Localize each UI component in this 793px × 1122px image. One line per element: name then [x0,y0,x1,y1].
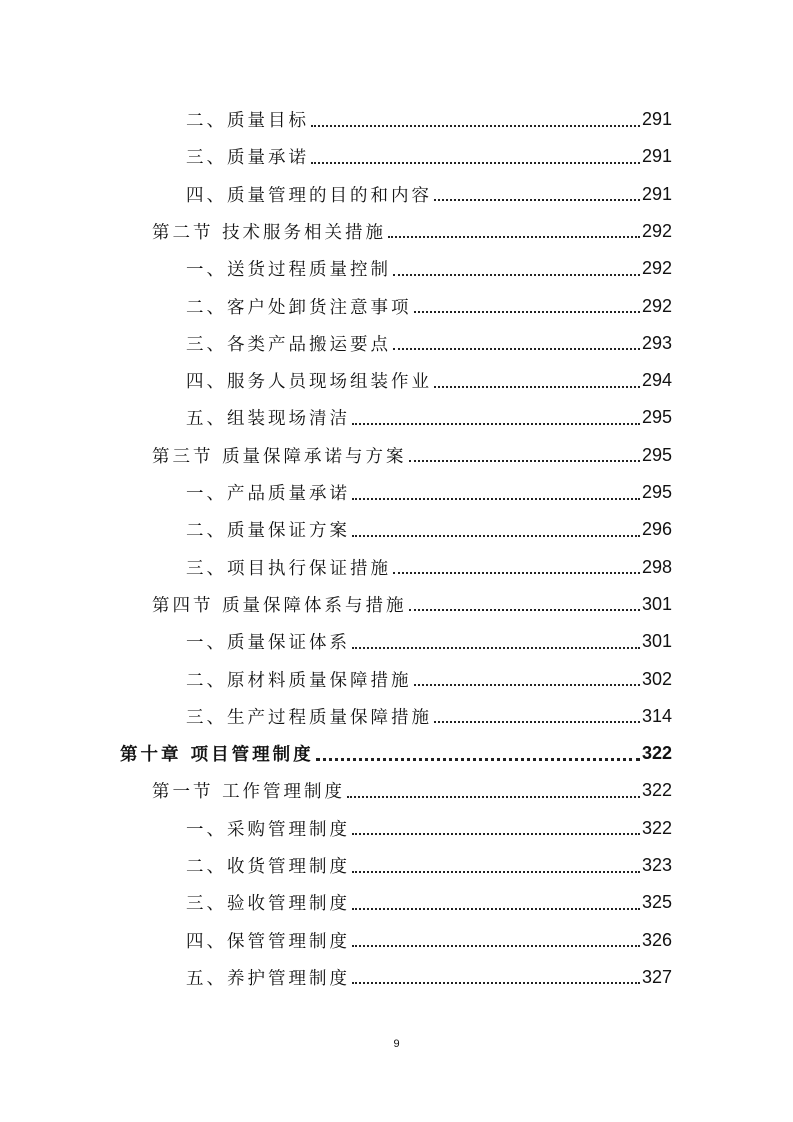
toc-entry-page: 291 [641,146,672,167]
toc-subsection-entry[interactable] [186,511,672,548]
toc-entry-page: 314 [641,705,672,726]
toc-entry-title: 第二节 技术服务相关措施 [152,222,387,243]
toc-entry-page: 322 [641,743,672,764]
toc-subsection-entry[interactable] [186,399,672,436]
dot-leader [393,259,640,279]
toc-entry-page: 296 [641,519,672,540]
toc-subsection-entry[interactable] [186,176,672,213]
toc-entry-page: 292 [641,220,672,241]
toc-entry-page: 295 [641,407,672,428]
toc-subsection-entry[interactable] [186,884,672,921]
toc-subsection-entry[interactable] [186,250,672,287]
toc-entry-page: 301 [641,593,672,614]
toc-subsection-entry[interactable] [186,698,672,735]
toc-entry-title: 第一节 工作管理制度 [152,782,346,803]
toc-subsection-entry[interactable] [186,847,672,884]
toc-entry-page: 322 [641,780,672,801]
toc-entry-title: 四、保管管理制度 [186,931,350,952]
dot-leader [393,557,640,577]
dot-leader [352,818,640,838]
toc-section-entry[interactable] [152,772,672,809]
toc-entry-title: 一、送货过程质量控制 [186,260,391,281]
dot-leader [352,930,640,950]
toc-section-entry[interactable] [152,437,672,474]
toc-entry-page: 295 [641,482,672,502]
dot-leader [434,184,640,204]
toc-entry-title: 第四节 质量保障体系与措施 [152,595,407,616]
toc-entry-title: 二、原材料质量保障措施 [186,670,412,691]
toc-subsection-entry[interactable] [186,959,672,996]
toc-entry-page: 322 [641,817,672,838]
toc-entry-page: 302 [641,668,672,689]
toc-subsection-entry[interactable] [186,101,672,138]
dot-leader [311,110,640,130]
dot-leader [414,669,640,689]
dot-leader [393,333,640,353]
toc-subsection-entry[interactable] [186,474,672,511]
toc-entry-title: 四、服务人员现场组装作业 [186,372,432,393]
toc-entry-page: 294 [641,370,672,391]
toc-entry-title: 三、项目执行保证措施 [186,558,391,579]
toc-entry-page: 326 [641,929,672,950]
toc-subsection-entry[interactable] [186,623,672,660]
toc-entry-page: 293 [641,332,672,353]
toc-entry-title: 二、质量保证方案 [186,521,350,542]
dot-leader [347,781,640,801]
toc-entry-page: 291 [641,109,672,129]
toc-entry-page: 295 [641,444,672,465]
dot-leader [434,706,640,726]
dot-leader [352,967,640,987]
toc-subsection-entry[interactable] [186,810,672,847]
toc-section-entry[interactable] [152,586,672,623]
toc-entry-title: 一、产品质量承诺 [186,484,350,504]
toc-entry-page: 301 [641,631,672,652]
dot-leader [388,221,640,241]
toc-entry-title: 四、质量管理的目的和内容 [186,185,432,206]
dot-leader [414,296,640,316]
toc-entry-page: 298 [641,556,672,577]
toc-section-entry[interactable] [152,213,672,250]
dot-leader [352,408,640,428]
toc-entry-title: 二、收货管理制度 [186,857,350,877]
dot-leader [409,594,640,614]
toc-entry-title: 二、质量目标 [186,111,309,131]
toc-entry-title: 五、养护管理制度 [186,968,350,989]
toc-entry-page: 292 [641,258,672,279]
toc-subsection-entry[interactable] [186,549,672,586]
toc-subsection-entry[interactable] [186,138,672,175]
dot-leader [311,147,640,167]
toc-subsection-entry[interactable] [186,661,672,698]
toc-subsection-entry[interactable] [186,362,672,399]
dot-leader [434,371,640,391]
toc-entry-page: 325 [641,892,672,913]
dot-leader [352,520,640,540]
toc-entry-title: 三、生产过程质量保障措施 [186,707,432,728]
toc-entry-title: 三、质量承诺 [186,148,309,169]
toc-entry-title: 二、客户处卸货注意事项 [186,297,412,318]
toc-entry-title: 第十章 项目管理制度 [120,745,314,766]
dot-leader [409,445,640,465]
toc-entry-page: 291 [641,183,672,204]
toc-entry-title: 五、组装现场清洁 [186,409,350,430]
toc-chapter-entry[interactable] [120,735,672,772]
toc-entry-page: 323 [641,855,672,875]
dot-leader [352,893,640,913]
toc-subsection-entry[interactable] [186,288,672,325]
toc-entry-page: 292 [641,295,672,316]
dot-leader [316,744,640,764]
toc-entry-title: 第三节 质量保障承诺与方案 [152,446,407,467]
toc-entry-title: 一、质量保证体系 [186,633,350,654]
toc-entry-title: 一、采购管理制度 [186,819,350,840]
dot-leader [352,483,640,503]
dot-leader [352,632,640,652]
dot-leader [352,856,640,876]
toc-subsection-entry[interactable] [186,922,672,959]
toc-entry-title: 三、各类产品搬运要点 [186,334,391,355]
toc-entry-title: 三、验收管理制度 [186,894,350,915]
page-number: 9 [393,1038,400,1050]
toc-entry-page: 327 [641,966,672,987]
toc-subsection-entry[interactable] [186,325,672,362]
